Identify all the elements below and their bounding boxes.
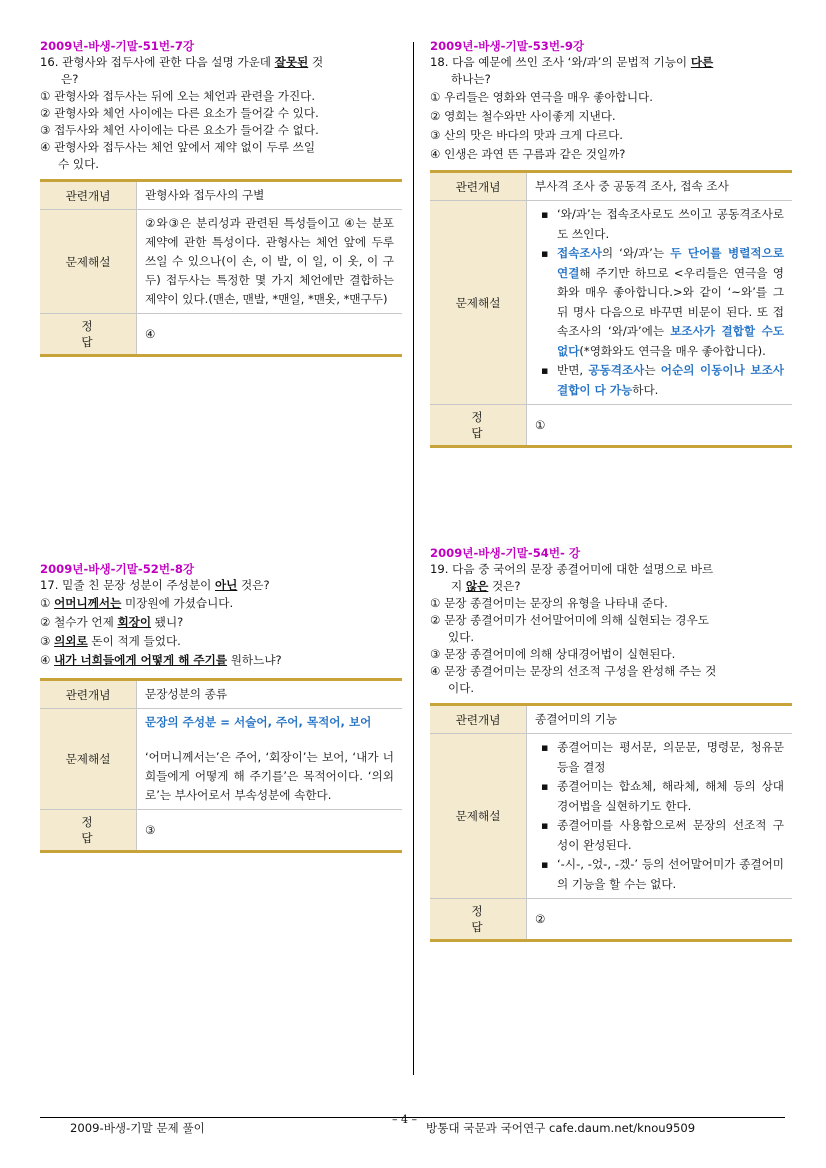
question-stem: 18. 다음 예문에 쓰인 조사 ‘와/과’의 문법적 기능이 다른: [430, 55, 714, 69]
question-stem-cont: 지 않은 것은?: [451, 579, 521, 593]
concept-value: 부사격 조사 중 공동격 조사, 접속 조사: [527, 172, 793, 201]
option-1: ① 관형사와 접두사는 뒤에 오는 체언과 관련을 가진다.: [40, 89, 316, 103]
explanation-table: [40, 678, 402, 853]
footer-source: 방통대 국문과 국어연구 cafe.daum.net/knou9509: [426, 1121, 696, 1135]
answer-label: 정답: [430, 405, 527, 447]
column-divider: [413, 42, 414, 1075]
option-1: ① 우리들은 영화와 연극을 매우 좋아합니다.: [430, 90, 653, 104]
concept-label: 관련개념: [430, 705, 527, 734]
option-3: ③ 산의 맛은 바다의 맛과 크게 다르다.: [430, 128, 623, 142]
answer-label: 정답: [40, 314, 137, 356]
question-17: [40, 561, 402, 853]
question-stem: 17. 밑줄 친 문장 성분이 주성분이 아닌 것은?: [40, 578, 270, 592]
bullet-item: ▪ ‘-시-, -었-, -겠-’ 등의 선어말어미가 종결어미의 기능을 할 수는 없다.: [557, 855, 784, 894]
key-word: 잘못된: [274, 55, 309, 69]
explain-value: ②와③은 분리성과 관련된 특성들이고 ④는 분포제약에 관한 특성이다. 관형사는 체언 앞에 두루 쓰일 수 있으나(이 손, 이 발, 이 일, 이 옷, 이 구두) 접두사는 특정한 몇 가지 체언에만 결합하는 제약이 있다.(맨손, 맨발, *맨일, *맨옷, *맨구두): [137, 210, 403, 314]
key-word: 아닌: [214, 578, 238, 592]
explain-label: 문제해설: [430, 734, 527, 899]
answer-value: ②: [527, 899, 793, 941]
question-stem: 19. 다음 중 국어의 문장 종결어미에 대한 설명으로 바르: [430, 562, 714, 576]
explain-value: ‘어머니께서는’은 주어, ‘회장이’는 보어, ‘내가 너희들에게 어떻게 해 주기를’은 목적어이다. ‘의외로’는 부사어로서 부속성분에 속한다.: [145, 750, 394, 802]
answer-label: 정답: [40, 810, 137, 852]
bullet-item: ▪ 반면, 공동격조사는 어순의 이동이나 보조사 결합이 다 가능하다.: [557, 361, 784, 400]
explanation-table: [430, 703, 792, 942]
explain-label: 문제해설: [40, 709, 137, 810]
bullet-item: ▪ ‘와/과’는 접속조사로도 쓰이고 공동격조사로도 쓰인다.: [557, 205, 784, 244]
explain-bullets: [537, 738, 784, 894]
bullet-item: ▪ 종결어미를 사용함으로써 문장의 선조적 구성이 완성된다.: [557, 816, 784, 855]
concept-value: 문장성분의 종류: [137, 680, 403, 709]
bullet-item: ▪ 접속조사의 ‘와/과’는 두 단어를 병렬적으로 연결해 주기만 하므로 <우리들은 연극을 영화와 매우 좋아합니다.>와 같이 ‘~와’를 그 뒤 명사 다음으로 바꾸면 비문이 된다. 또 접속조사의 ‘와/과’에는 보조사가 결합할 수도 없다(*영화와도 연극을 매우 좋아합니다).: [557, 244, 784, 361]
bullet-item: ▪ 종결어미는 합쇼체, 해라체, 해체 등의 상대경어법을 실현하기도 한다.: [557, 777, 784, 816]
concept-value: 종결어미의 기능: [527, 705, 793, 734]
question-source: 2009년-바생-기말-52번-8강: [40, 562, 195, 576]
option-1: ① 문장 종결어미는 문장의 유형을 나타내 준다.: [430, 596, 668, 610]
footer-title: 2009-바생-기말 문제 풀이: [70, 1121, 205, 1135]
concept-label: 관련개념: [430, 172, 527, 201]
option-4: ④ 관형사와 접두사는 체언 앞에서 제약 없이 두루 쓰일: [40, 140, 316, 154]
explain-head: 문장의 주성분 = 서술어, 주어, 목적어, 보어: [145, 715, 372, 729]
option-3: ③ 문장 종결어미에 의해 상대경어법이 실현된다.: [430, 647, 676, 661]
question-source: 2009년-바생-기말-53번-9강: [430, 39, 585, 53]
page-number: – 4 –: [392, 1113, 417, 1126]
question-stem-cont: 하나는?: [451, 72, 491, 86]
explanation-table: [40, 179, 402, 357]
question-19: [430, 545, 792, 942]
option-4: ④ 인생은 과연 뜬 구름과 같은 것일까?: [430, 147, 626, 161]
explain-label: 문제해설: [430, 201, 527, 405]
answer-label: 정답: [430, 899, 527, 941]
option-2-cont: 있다.: [448, 630, 475, 644]
explain-bullets: [537, 205, 784, 400]
question-source: 2009년-바생-기말-54번- 강: [430, 546, 581, 560]
answer-value: ③: [137, 810, 403, 852]
option-4-cont: 이다.: [448, 681, 475, 695]
concept-value: 관형사와 접두사의 구별: [137, 181, 403, 210]
option-2: ② 문장 종결어미가 선어말어미에 의해 실현되는 경우도: [430, 613, 709, 627]
key-word: 다른: [690, 55, 714, 69]
option-4: ④ 내가 너희들에게 어떻게 해 주기를 원하느냐?: [40, 653, 282, 667]
option-1: ① 어머니께서는 미장원에 가셨습니다.: [40, 596, 234, 610]
concept-label: 관련개념: [40, 680, 137, 709]
explain-label: 문제해설: [40, 210, 137, 314]
question-stem: 16. 관형사와 접두사에 관한 다음 설명 가운데 잘못된 것: [40, 55, 324, 69]
option-3: ③ 접두사와 체언 사이에는 다른 요소가 들어갈 수 없다.: [40, 123, 319, 137]
key-word: 않은: [465, 579, 489, 593]
explanation-table: [430, 170, 792, 448]
option-2: ② 철수가 언제 회장이 됐니?: [40, 615, 184, 629]
concept-label: 관련개념: [40, 181, 137, 210]
answer-value: ④: [137, 314, 403, 356]
answer-value: ①: [527, 405, 793, 447]
question-stem-cont: 은?: [61, 72, 79, 86]
option-4: ④ 문장 종결어미는 문장의 선조적 구성을 완성해 주는 것: [430, 664, 717, 678]
question-source: 2009년-바생-기말-51번-7강: [40, 39, 195, 53]
bullet-item: ▪ 종결어미는 평서문, 의문문, 명령문, 청유문 등을 결정: [557, 738, 784, 777]
question-18: [430, 38, 792, 448]
option-2: ② 관형사와 체언 사이에는 다른 요소가 들어갈 수 있다.: [40, 106, 319, 120]
option-3: ③ 의외로 돈이 적게 들었다.: [40, 634, 181, 648]
option-2: ② 영희는 철수와만 사이좋게 지낸다.: [430, 109, 616, 123]
question-16: [40, 38, 402, 357]
option-4-cont: 수 있다.: [58, 157, 99, 171]
